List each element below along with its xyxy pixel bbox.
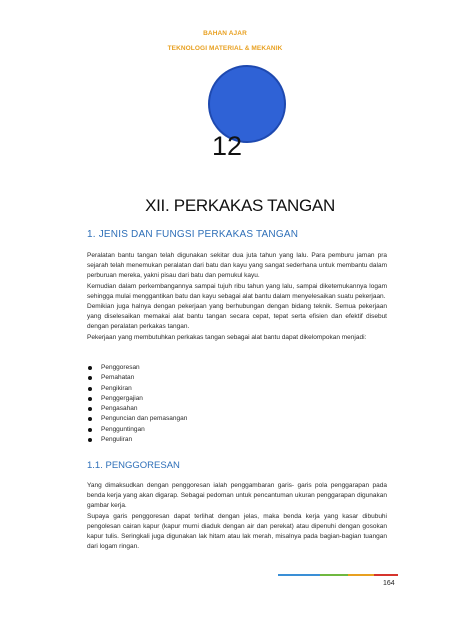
bullet-icon [88,417,92,421]
paragraph: Pekerjaan yang membutuhkan perkakas tangan sebagai alat bantu dapat dikelompokan menjadi: [87,333,367,341]
paragraph: Yang dimaksudkan dengan penggoresan ialah penggambaran garis- garis pola penggarapan pada benda kerja yang akan digarap. Sebagai pedoman untuk pencantuman ukuran penggarapan digunakan gambar kerja. [87,482,387,510]
chapter-number: 12 [212,131,243,161]
task-list [87,363,367,445]
list-item: Pengasahan [87,404,367,414]
list-item: Penggergajian [87,394,367,404]
chapter-title: XII. PERKAKAS TANGAN [145,196,335,215]
section-1-body [87,251,387,343]
section-2-body [87,481,387,552]
bullet-icon [88,428,92,432]
section-heading-1: 1. JENIS DAN FUNGSI PERKAKAS TANGAN [87,229,299,240]
paragraph: Peralatan bantu tangan telah digunakan sekitar dua juta tahun yang lalu. Para pemburu jaman pra sejarah telah menemukan peralatan dari batu dan kayu yang sangat sederhana untuk membantu dalam perburuan mereka, yakni pisau dari batu dan pemukul kayu. [87,252,387,280]
footer-line-segment [278,574,320,576]
list-item: Penguncian dan pemasangan [87,414,367,424]
list-item: Penggoresan [87,363,367,373]
header-subtitle: TEKNOLOGI MATERIAL & MEKANIK [167,45,283,52]
bullet-icon [88,366,92,370]
bullet-icon [88,387,92,391]
section-heading-2: 1.1. PENGGORESAN [87,460,180,471]
list-item: Pemahatan [87,373,367,383]
page-number: 164 [383,580,395,587]
list-item: Pengguntingan [87,425,367,435]
footer-color-line [278,574,398,576]
footer-line-segment [348,574,374,576]
list-item: Penguliran [87,435,367,445]
paragraph: Demikian juga halnya dengan pekerjaan yang berhubungan dengan bidang teknik. Semua pekerjaan yang diselesaikan memakai alat bantu tangan secara cepat, tepat serta efisien dan efektif disebut dengan peralatan perkakas tangan. [87,303,387,331]
bullet-icon [88,397,92,401]
footer-line-segment [320,574,348,576]
bullet-icon [88,376,92,380]
header-title: BAHAN AJAR [203,30,247,37]
footer-line-segment [374,574,398,576]
bullet-icon [88,407,92,411]
bullet-icon [88,438,92,442]
paragraph: Kemudian dalam perkembangannya sampai tujuh ribu tahun yang lalu, sampai diketemukannya logam sehingga mulai menggantikan batu dan kayu sebagai alat bantu dalam menyelesaikan suatu pekerjaan. [87,282,387,300]
list-item: Pengikiran [87,384,367,394]
paragraph: Supaya garis penggoresan dapat terlihat dengan jelas, maka benda kerja yang kasar dibubuhi pengolesan cairan kapur (kapur murni diaduk dengan air dan perekat) atau dipenuhi dengan gosokan kapur tulis. Seringkali juga digunakan lak hitam atau lak merah, misalnya pada bagian-bagian tuangan dari logam ringan. [87,512,387,551]
